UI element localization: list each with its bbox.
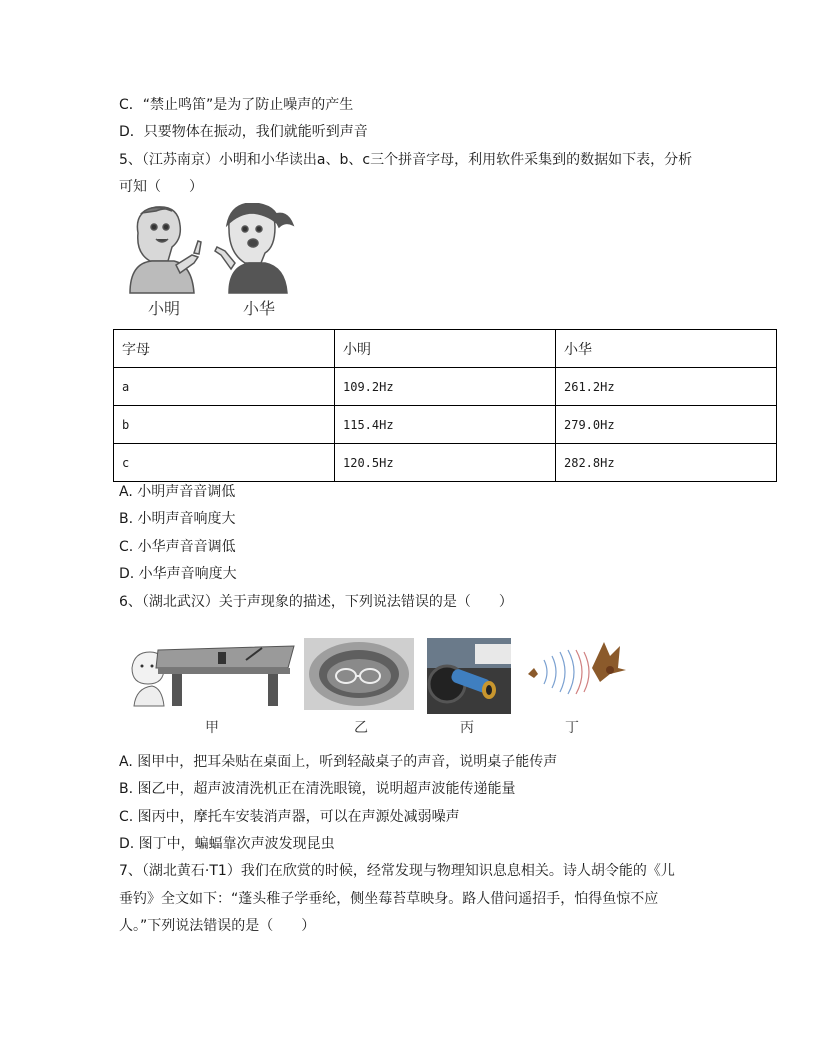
table-cell: b (114, 406, 335, 444)
table-header: 小明 (335, 330, 556, 368)
xiaoming-label: 小明 (148, 299, 181, 318)
question-5-stem-line2: 可知（ ） (119, 179, 203, 195)
question-6-option-c: C. 图丙中，摩托车安装消声器，可以在声源处减弱噪声 (119, 809, 460, 825)
question-6-stem: 6、（湖北武汉）关于声现象的描述，下列说法错误的是（ ） (119, 594, 513, 610)
table-cell: 261.2Hz (556, 368, 777, 406)
figure-ding-bat-insect (520, 638, 630, 698)
frequency-table (113, 329, 777, 482)
figure-label-jia: 甲 (205, 720, 219, 736)
table-row (114, 406, 777, 444)
question-6-option-b: B. 图乙中，超声波清洗机正在清洗眼镜，说明超声波能传递能量 (119, 781, 516, 797)
question-7-stem-line1: 7、（湖北黄石·T1）我们在欣赏的时候，经常发现与物理知识息息相关。诗人胡令能的《儿 (119, 863, 675, 879)
table-cell: 115.4Hz (335, 406, 556, 444)
figure-jia-table-illustration (128, 638, 296, 708)
q5-students-illustration (120, 203, 300, 295)
question-6-option-a: A. 图甲中，把耳朵贴在桌面上，听到轻敲桌子的声音，说明桌子能传声 (119, 754, 558, 770)
figure-bing-motorcycle-muffler (427, 638, 511, 714)
xiaoming-figure (130, 207, 201, 293)
table-cell: 282.8Hz (556, 444, 777, 482)
question-5-option-c: C. 小华声音音调低 (119, 539, 236, 555)
question-7-stem-line2: 垂钓》全文如下：“蓬头稚子学垂纶，侧坐莓苔草映身。路人借问遥招手，怕得鱼惊不应 (119, 891, 659, 907)
table-header: 小华 (556, 330, 777, 368)
table-cell: 109.2Hz (335, 368, 556, 406)
table-row (114, 444, 777, 482)
xiaohua-figure (215, 203, 293, 293)
table-header: 字母 (114, 330, 335, 368)
question-5-option-b: B. 小明声音响度大 (119, 511, 236, 527)
figure-yi-ultrasonic-cleaner (304, 638, 414, 710)
table-cell: c (114, 444, 335, 482)
question-5-option-d: D. 小华声音响度大 (119, 566, 237, 582)
xiaohua-label: 小华 (243, 299, 276, 318)
question-7-stem-line3: 人。”下列说法错误的是（ ） (119, 918, 316, 934)
question-5-option-a: A. 小明声音音调低 (119, 484, 236, 500)
figure-label-bing: 丙 (460, 720, 474, 736)
option-d-prev: D．只要物体在振动，我们就能听到声音 (119, 124, 368, 140)
option-c-prev: C．“禁止鸣笛”是为了防止噪声的产生 (119, 97, 354, 113)
table-cell: 120.5Hz (335, 444, 556, 482)
figure-label-yi: 乙 (354, 720, 368, 736)
table-row (114, 368, 777, 406)
question-5-stem-line1: 5、（江苏南京）小明和小华读出a、b、c三个拼音字母，利用软件采集到的数据如下表，分析 (119, 152, 693, 168)
question-6-option-d: D. 图丁中，蝙蝠靠次声波发现昆虫 (119, 836, 335, 852)
table-cell: a (114, 368, 335, 406)
table-cell: 279.0Hz (556, 406, 777, 444)
table-header-row (114, 330, 777, 368)
figure-label-ding: 丁 (565, 720, 579, 736)
